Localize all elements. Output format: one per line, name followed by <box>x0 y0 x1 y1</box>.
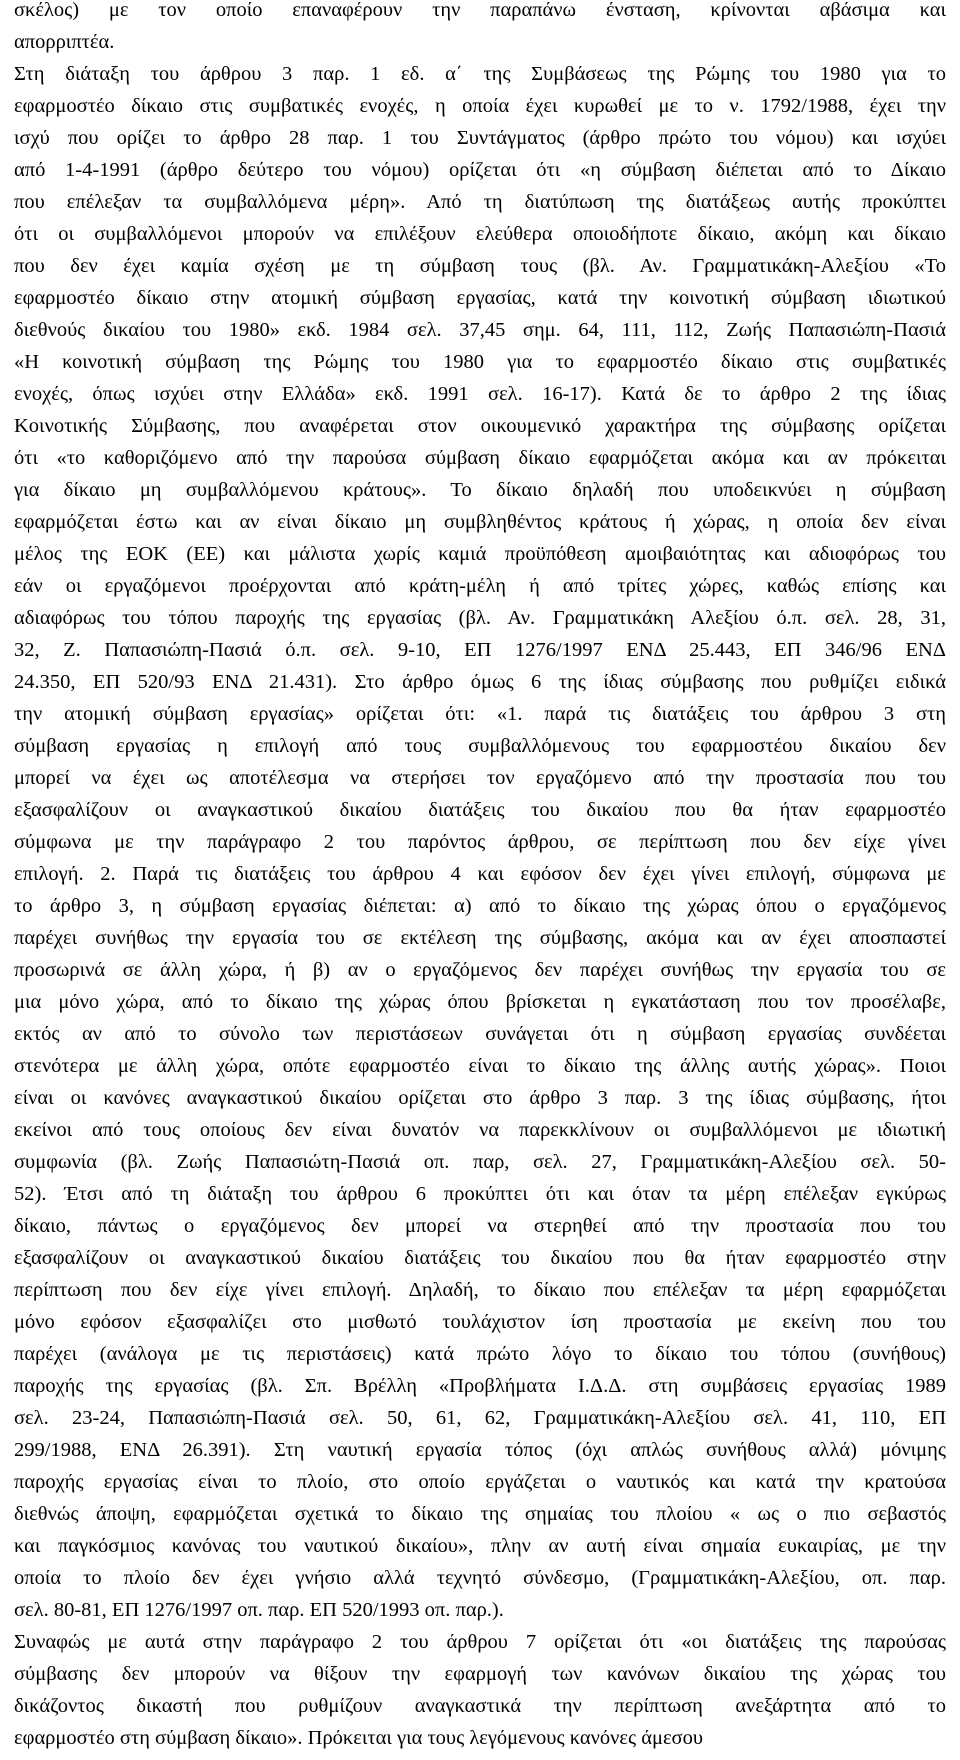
text-line: από 1-4-1991 (άρθρο δεύτερο του νόμου) ορίζεται ότι «η σύμβαση διέπεται από το Δίκαιο <box>14 159 946 181</box>
text-line: μπορεί να έχει ως αποτέλεσμα να στερήσει τον εργαζόμενο από την προστασία που του <box>14 767 946 789</box>
text-line: οποία το πλοίο δεν έχει γνήσιο αλλά τεχνητό σύνδεσμο, (Γραμματικάκη-Αλεξίου, οπ. παρ. <box>14 1567 946 1589</box>
text-line: δικάζοντος δικαστή που ρυθμίζουν αναγκαστικά την περίπτωση ανεξάρτητα από το <box>14 1695 946 1717</box>
text-line: ενοχές, όπως ισχύει στην Ελλάδα» εκδ. 1991 σελ. 16-17). Κατά δε το άρθρο 2 της ίδιας <box>14 383 946 405</box>
text-line: εκείνοι από τους οποίους δεν είναι δυνατόν να παρεκκλίνουν οι συμβαλλόμενοι με ιδιωτική <box>14 1119 946 1141</box>
paragraph <box>14 58 946 1626</box>
text-line: παρέχει (ανάλογα με τις περιστάσεις) κατά πρώτο λόγο το δίκαιο του τόπου (συνήθους) <box>14 1343 946 1365</box>
text-line: και παγκόσμιος κανόνας του ναυτικού δικαίου», πλην αν αυτή είναι σημαία ευκαιρίας, με την <box>14 1535 946 1557</box>
text-line: την ατομική σύμβαση εργασίας» ορίζεται ότι: «1. παρά τις διατάξεις του άρθρου 3 στη <box>14 703 946 725</box>
text-line: σύμβαση εργασίας η επιλογή από τους συμβαλλόμενους του εφαρμοστέου δικαίου δεν <box>14 735 946 757</box>
text-line: εξασφαλίζουν οι αναγκαστικού δικαίου διατάξεις του δικαίου που θα ήταν εφαρμοστέο στην <box>14 1247 946 1269</box>
text-line: παρέχει συνήθως την εργασία του σε εκτέλεση της σύμβασης, ακόμα και αν έχει αποσπαστεί <box>14 927 946 949</box>
text-line: «Η κοινοτική σύμβαση της Ρώμης του 1980 για το εφαρμοστέο δίκαιο στις συμβατικές <box>14 351 946 373</box>
text-line: 24.350, ΕΠ 520/93 ΕΝΔ 21.431). Στο άρθρο όμως 6 της ίδιας σύμβασης που ρυθμίζει ειδικά <box>14 671 946 693</box>
text-line: σελ. 23-24, Παπασιώπη-Πασιά σελ. 50, 61, 62, Γραμματικάκη-Αλεξίου σελ. 41, 110, ΕΠ <box>14 1407 946 1429</box>
text-line: που επέλεξαν τα συμβαλλόμενα μέρη». Από τη διατύπωση της διατάξεως αυτής προκύπτει <box>14 191 946 213</box>
text-line: μέλος της ΕΟΚ (ΕΕ) και μάλιστα χωρίς καμιά προϋπόθεση αμοιβαιότητας και αδιοφόρως του <box>14 543 946 565</box>
text-line: εφαρμοστέο δίκαιο στην ατομική σύμβαση εργασίας, κατά την κοινοτική σύμβαση ιδιωτικού <box>14 287 946 309</box>
text-line: σύμφωνα με την παράγραφο 2 του παρόντος άρθρου, σε περίπτωση που δεν είχε γίνει <box>14 831 946 853</box>
text-line: μόνο εφόσον εξασφαλίζει στο μισθωτό τουλάχιστον ίση προστασία με εκείνη που του <box>14 1311 946 1333</box>
text-line: είναι οι κανόνες αναγκαστικού δικαίου ορίζεται στο άρθρο 3 παρ. 3 της ίδιας σύμβασης, ήτοι <box>14 1087 946 1109</box>
text-line: για δίκαιο μη συμβαλλόμενου κράτους». Το δίκαιο δηλαδή που υποδεικνύει η σύμβαση <box>14 479 946 501</box>
text-line: ότι «το καθοριζόμενο από την παρούσα σύμβαση δίκαιο εφαρμόζεται ακόμα και αν πρόκειται <box>14 447 946 469</box>
text-line: το άρθρο 3, η σύμβαση εργασίας διέπεται: α) από το δίκαιο της χώρας όπου ο εργαζόμενος <box>14 895 946 917</box>
text-line: στενότερα με άλλη χώρα, οπότε εφαρμοστέο είναι το δίκαιο της άλλης αυτής χώρας». Ποιοι <box>14 1055 946 1077</box>
text-line: διεθνώς άποψη, εφαρμόζεται σχετικά το δίκαιο της σημαίας του πλοίου « ως ο πιο σεβαστός <box>14 1503 946 1525</box>
text-line: παροχής της εργασίας (βλ. Σπ. Βρέλλη «Προβλήματα Ι.Δ.Δ. στη συμβάσεις εργασίας 1989 <box>14 1375 946 1397</box>
text-line: μια μόνο χώρα, από το δίκαιο της χώρας όπου βρίσκεται η εγκατάσταση που τον προσέλαβε, <box>14 991 946 1013</box>
text-line: εφαρμοστέο δίκαιο στις συμβατικές ενοχές, η οποία έχει κυρωθεί με το ν. 1792/1988, έχει την <box>14 95 946 117</box>
text-line: εάν οι εργαζόμενοι προέρχονται από κράτη-μέλη ή από τρίτες χώρες, καθώς επίσης και <box>14 575 946 597</box>
text-line: 32, Ζ. Παπασιώπη-Πασιά ό.π. σελ. 9-10, ΕΠ 1276/1997 ΕΝΔ 25.443, ΕΠ 346/96 ΕΝΔ <box>14 639 946 661</box>
document-body <box>14 0 946 1754</box>
text-line: αδιαφόρως του τόπου παροχής της εργασίας (βλ. Αν. Γραμματικάκη Αλεξίου ό.π. σελ. 28, 31, <box>14 607 946 629</box>
text-line: Κοινοτικής Σύμβασης, που αναφέρεται στον οικουμενικό χαρακτήρα της σύμβασης ορίζεται <box>14 415 946 437</box>
text-line: 299/1988, ΕΝΔ 26.391). Στη ναυτική εργασία τόπος (όχι απλώς συνήθους αλλά) μόνιμης <box>14 1439 946 1461</box>
text-line: που δεν έχει καμία σχέση με τη σύμβαση τους (βλ. Αν. Γραμματικάκη-Αλεξίου «Το <box>14 255 946 277</box>
text-line: περίπτωση που δεν είχε γίνει επιλογή. Δηλαδή, το δίκαιο που επέλεξαν τα μέρη εφαρμόζεται <box>14 1279 946 1301</box>
text-line: συμφωνία (βλ. Ζωής Παπασιώτη-Πασιά οπ. παρ, σελ. 27, Γραμματικάκη-Αλεξίου σελ. 50- <box>14 1151 946 1173</box>
text-line: εκτός αν από το σύνολο των περιστάσεων συνάγεται ότι η σύμβαση εργασίας συνδέεται <box>14 1023 946 1045</box>
text-line: Στη διάταξη του άρθρου 3 παρ. 1 εδ. α΄ της Συμβάσεως της Ρώμης του 1980 για το <box>14 63 946 85</box>
text-line: παροχής εργασίας είναι το πλοίο, στο οποίο εργάζεται ο ναυτικός και κατά την κρατούσα <box>14 1471 946 1493</box>
paragraph <box>14 0 946 58</box>
text-line: εφαρμοστέο στη σύμβαση δίκαιο». Πρόκειται για τους λεγόμενους κανόνες άμεσου <box>14 1727 704 1749</box>
text-line: σύμβασης δεν μπορούν να θίξουν την εφαρμογή των κανόνων δικαίου της χώρας του <box>14 1663 946 1685</box>
text-line: προσωρινά σε άλλη χώρα, ή β) αν ο εργαζόμενος δεν παρέχει συνήθως την εργασία του σε <box>14 959 946 981</box>
text-line: επιλογή. 2. Παρά τις διατάξεις του άρθρου 4 και εφόσον δεν έχει γίνει επιλογή, σύμφωνα με <box>14 863 946 885</box>
text-line: σκέλος) με τον οποίο επαναφέρουν την παραπάνω ένσταση, κρίνονται αβάσιμα και <box>14 0 946 21</box>
text-line: εξασφαλίζουν οι αναγκαστικού δικαίου διατάξεις του δικαίου που θα ήταν εφαρμοστέο <box>14 799 946 821</box>
text-line: δίκαιο, πάντως ο εργαζόμενος δεν μπορεί να στερηθεί από την προστασία που του <box>14 1215 946 1237</box>
text-line: ισχύ που ορίζει το άρθρο 28 παρ. 1 του Συντάγματος (άρθρο πρώτο του νόμου) και ισχύει <box>14 127 946 149</box>
text-line: σελ. 80-81, ΕΠ 1276/1997 οπ. παρ. ΕΠ 520/1993 οπ. παρ.). <box>14 1599 504 1621</box>
text-line: απορριπτέα. <box>14 31 115 53</box>
text-line: ότι οι συμβαλλόμενοι μπορούν να επιλέξουν ελεύθερα οποιοδήποτε δίκαιο, ακόμη και δίκαιο <box>14 223 946 245</box>
text-line: διεθνούς δικαίου του 1980» εκδ. 1984 σελ. 37,45 σημ. 64, 111, 112, Ζωής Παπασιώπη-Πασιά <box>14 319 946 341</box>
text-line: 52). Έτσι από τη διάταξη του άρθρου 6 προκύπτει ότι και όταν τα μέρη επέλεξαν εγκύρως <box>14 1183 946 1205</box>
paragraph <box>14 1626 946 1754</box>
text-line: εφαρμόζεται έστω και αν είναι δίκαιο μη συμβληθέντος κράτους ή χώρας, η οποία δεν είναι <box>14 511 946 533</box>
text-line: Συναφώς με αυτά στην παράγραφο 2 του άρθρου 7 ορίζεται ότι «οι διατάξεις της παρούσας <box>14 1631 946 1653</box>
